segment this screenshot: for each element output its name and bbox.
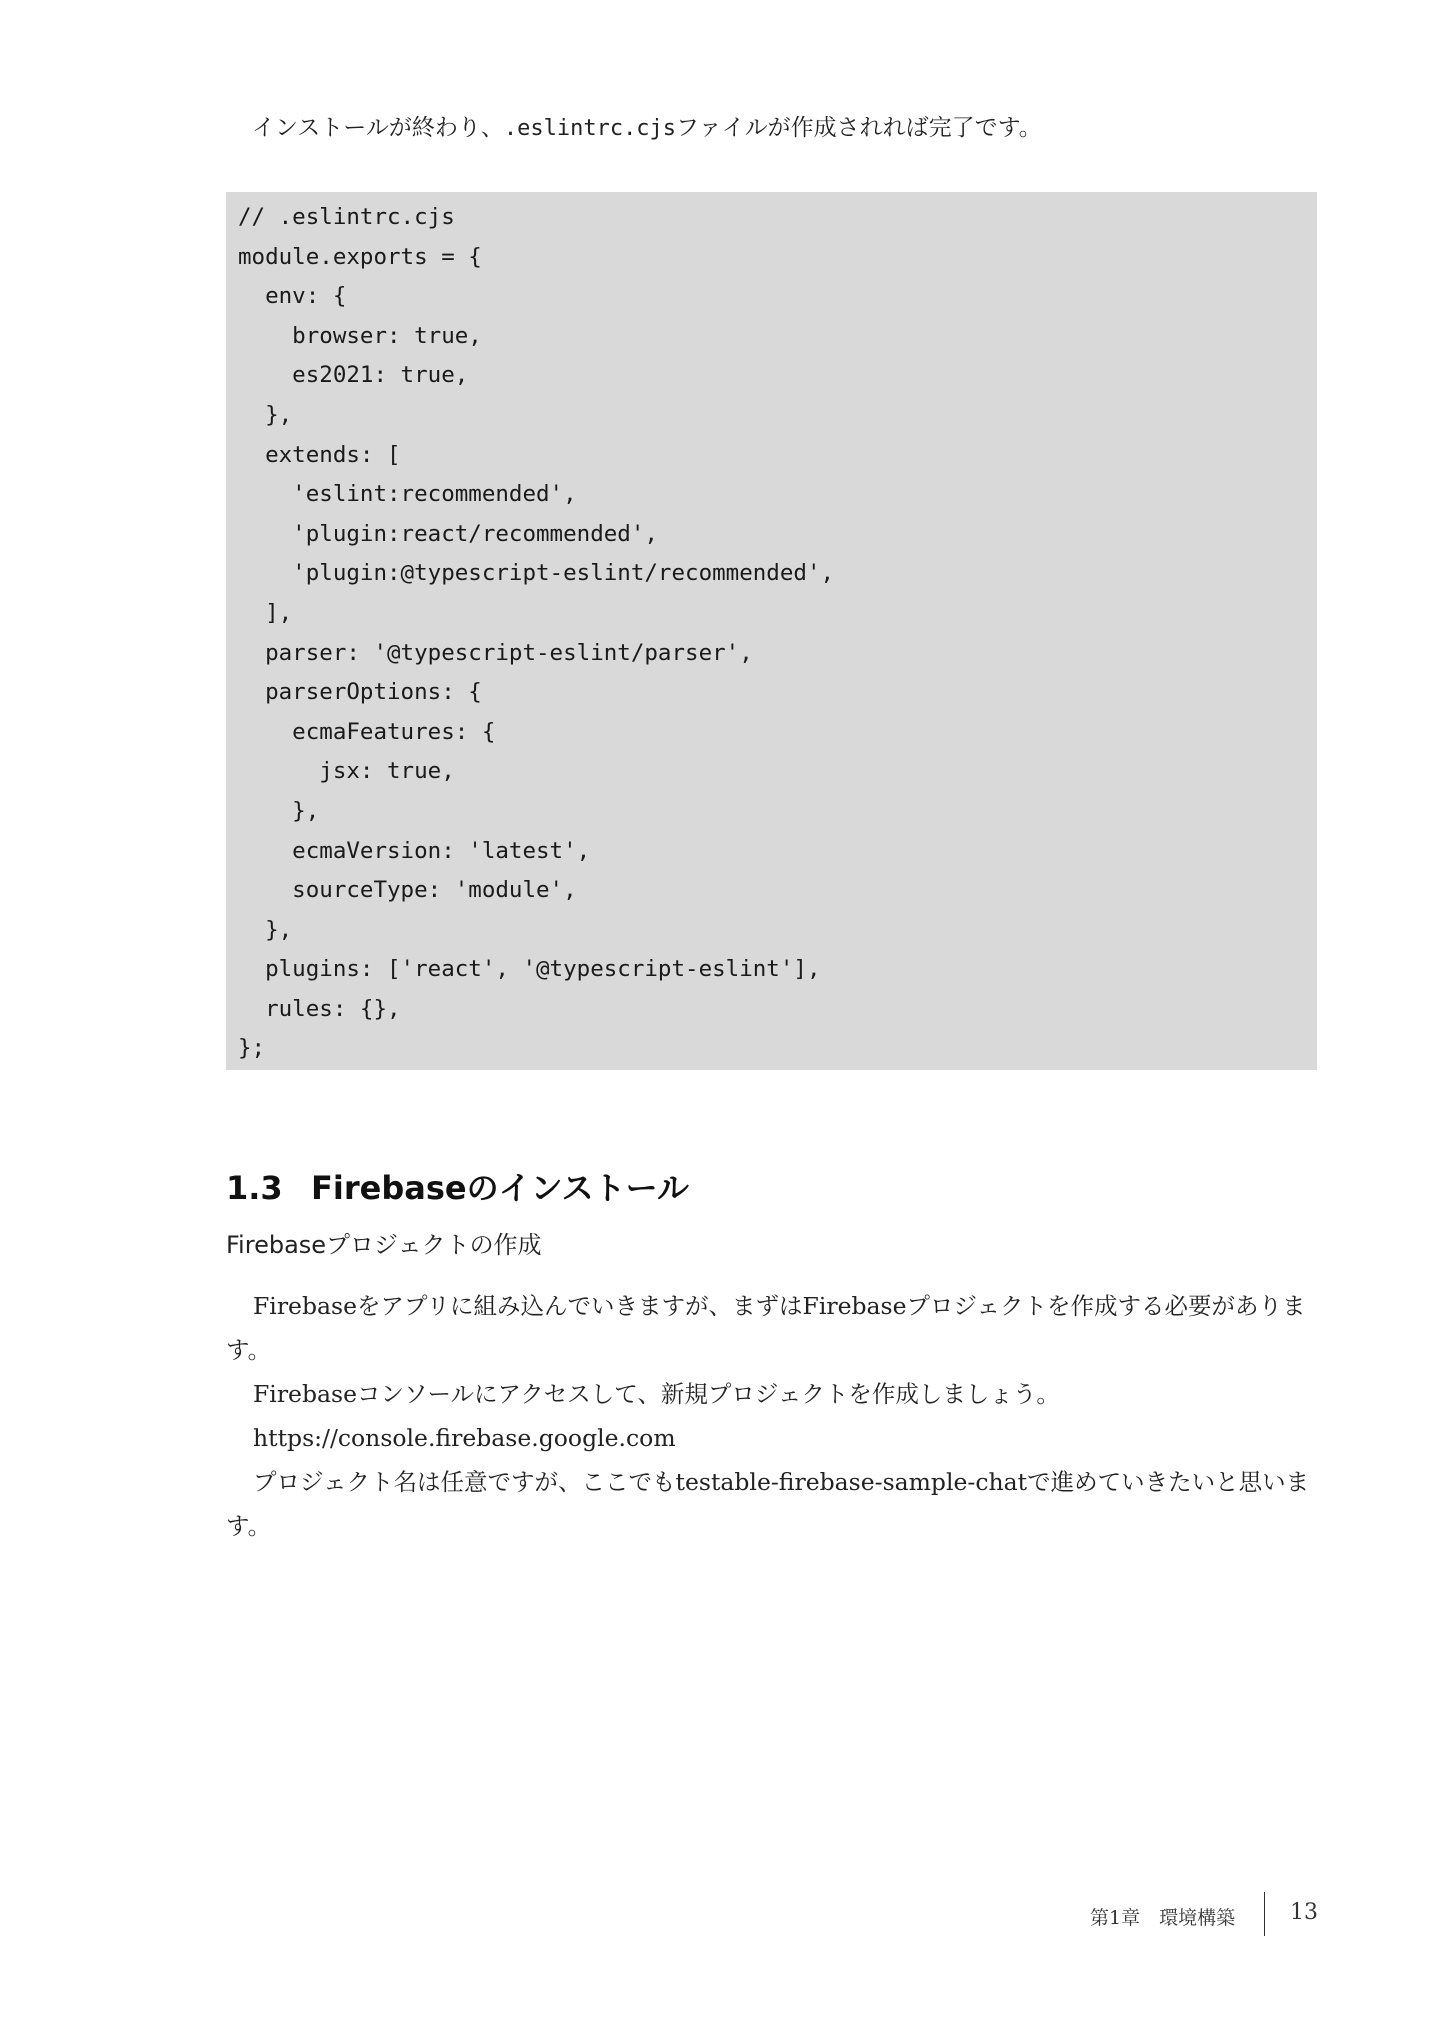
code-content [238, 198, 834, 1069]
code-line: browser: true, [238, 322, 482, 349]
page-number: 13 [1290, 1900, 1318, 1925]
code-line: 'eslint:recommended', [238, 481, 577, 508]
paragraph: Firebaseコンソールにアクセスして、新規プロジェクトを作成しましょう。 [253, 1380, 1060, 1408]
paragraph: Firebaseをアプリに組み込んでいきますが、まずはFirebaseプロジェクトを作成する必要があります。 [226, 1292, 1306, 1364]
code-line: parserOptions: { [238, 679, 482, 706]
section-title: Firebaseのインストール [311, 1169, 689, 1207]
section-heading [226, 1163, 689, 1209]
console-url: https://console.firebase.google.com [253, 1424, 676, 1452]
code-line: module.exports = { [238, 243, 482, 270]
code-line: es2021: true, [238, 362, 469, 389]
code-line: extends: [ [238, 441, 401, 468]
body-text [226, 1284, 1317, 1548]
intro-text-before: インストールが終わり、 [252, 115, 504, 141]
code-line: 'plugin:react/recommended', [238, 520, 658, 547]
footer-chapter-title: 第1章 環境構築 [1090, 1907, 1236, 1929]
subsection-heading: Firebaseプロジェクトの作成 [226, 1231, 542, 1259]
code-line: 'plugin:@typescript-eslint/recommended', [238, 560, 835, 587]
code-line: parser: '@typescript-eslint/parser', [238, 639, 753, 666]
code-line: rules: {}, [238, 995, 401, 1022]
code-line: // .eslintrc.cjs [238, 204, 455, 230]
intro-text-after: ファイルが作成されれば完了です。 [676, 115, 1042, 141]
paragraph: プロジェクト名は任意ですが、ここでもtestable-firebase-sample-chatで進めていきたいと思います。 [226, 1468, 1310, 1540]
code-line: }, [238, 797, 320, 824]
code-line: }, [238, 401, 293, 428]
code-line: }; [238, 1035, 266, 1062]
code-line: sourceType: 'module', [238, 877, 577, 904]
code-line: ecmaFeatures: { [238, 718, 496, 745]
code-line: }, [238, 916, 293, 943]
code-block [226, 192, 1317, 1070]
section-number: 1.3 [226, 1169, 283, 1207]
code-line: plugins: ['react', '@typescript-eslint'], [238, 956, 821, 983]
intro-sentence [252, 112, 1042, 145]
intro-filename: .eslintrc.cjs [503, 116, 677, 141]
code-line: jsx: true, [238, 758, 455, 785]
code-line: env: { [238, 283, 347, 310]
footer-divider [1264, 1892, 1265, 1936]
code-line: ], [238, 599, 293, 626]
code-line: ecmaVersion: 'latest', [238, 837, 591, 864]
